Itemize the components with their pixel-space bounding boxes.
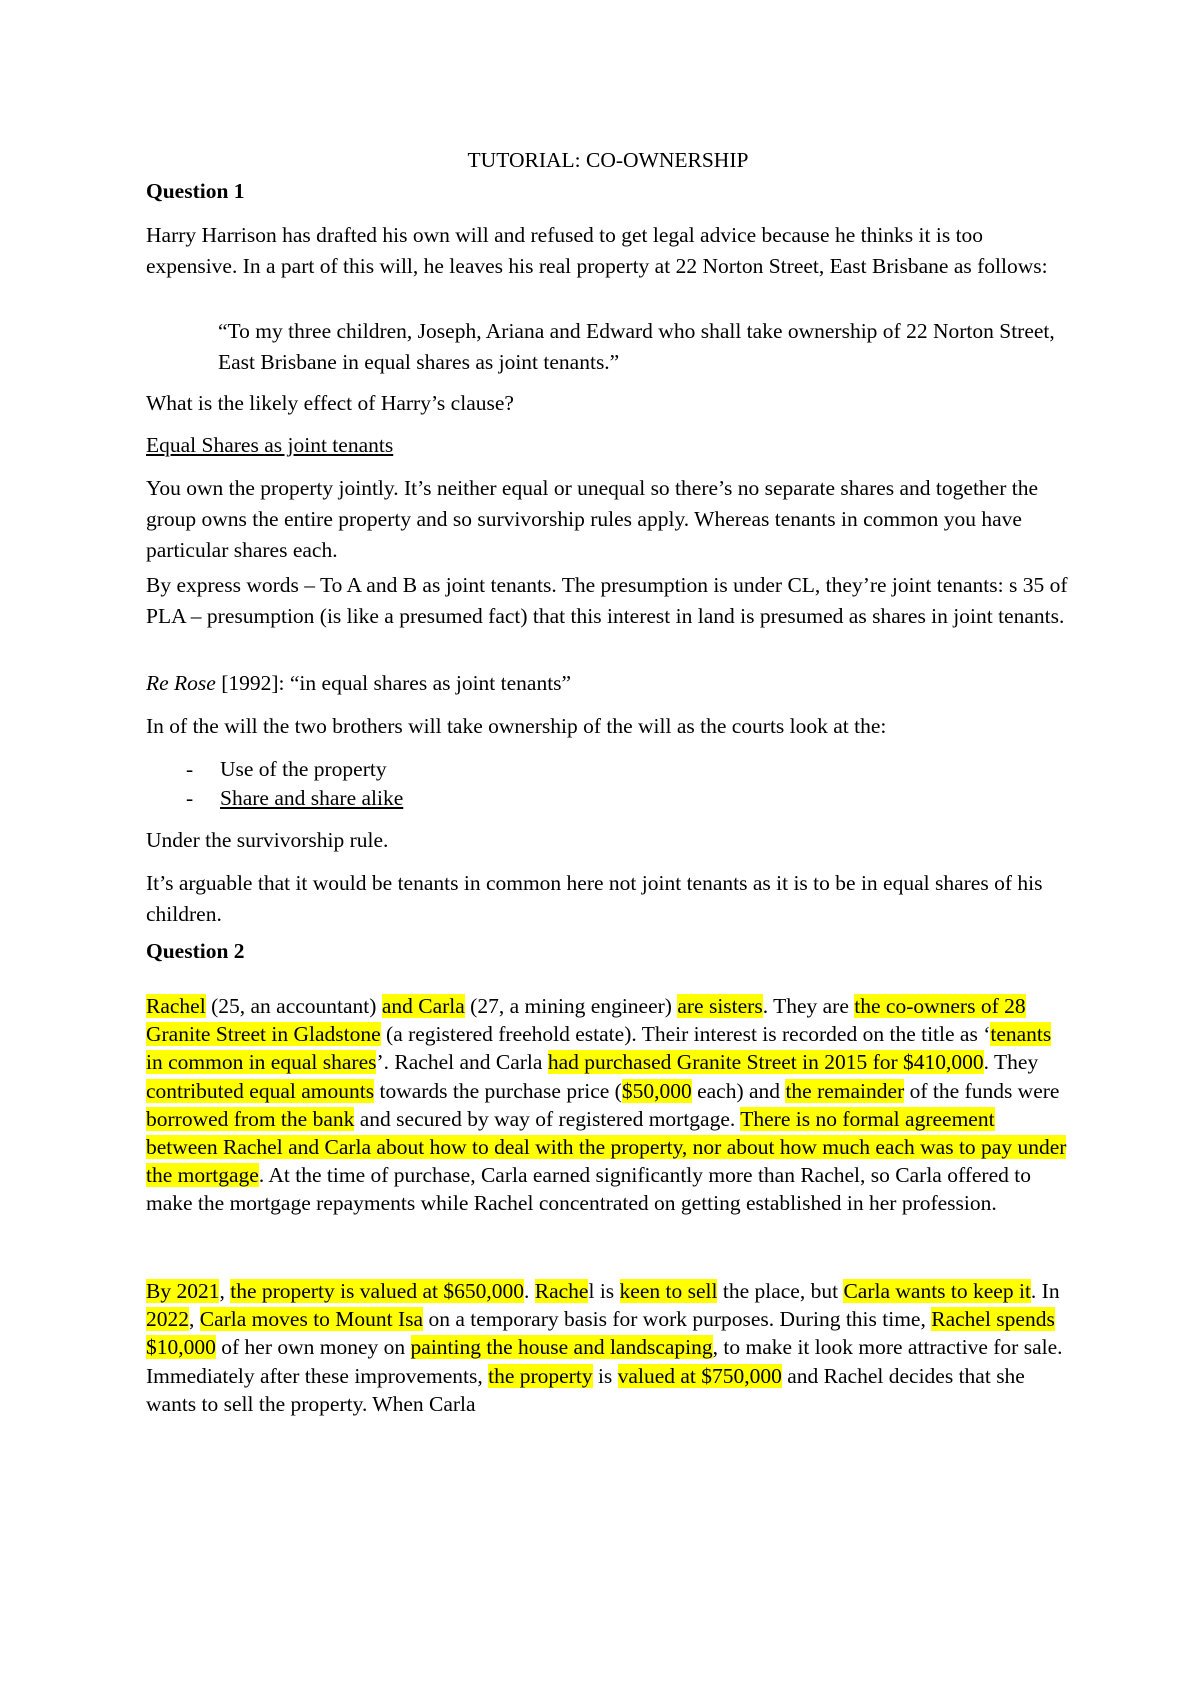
text-run: . At the time of purchase, Carla earned significantly more than Rachel, so Carla offered to make the mortgage repayments while Rachel concentrated on getting established in her profession. [146, 1163, 1031, 1216]
q1-intro: Harry Harrison has drafted his own will and refused to get legal advice because he thinks it is too expensive. In a part of this will, he leaves his real property at 22 Norton Street, East Brisbane as follows: [146, 223, 1048, 278]
case-detail: [1992]: “in equal shares as joint tenants” [215, 671, 572, 695]
text-run: . [524, 1279, 535, 1303]
question-2-heading: Question 2 [146, 939, 245, 963]
highlighted-text: Carla wants to keep it [843, 1279, 1031, 1303]
highlighted-text: the property is valued at $650,000 [230, 1279, 524, 1303]
highlighted-text: are sisters [677, 994, 763, 1018]
text-run: on a temporary basis for work purposes. During this time, [423, 1307, 932, 1332]
highlighted-text: There is no formal agreement between Rachel and Carla about how to deal with the property, nor about how much each was to pay under the mortgage [146, 1106, 1067, 1188]
case-name: Re Rose [146, 671, 216, 695]
q1-paragraph-1: You own the property jointly. It’s neither equal or unequal so there’s no separate shares and together the group owns the entire property and so survivorship rules apply. Whereas tenants in common you have particular shares each. [146, 476, 1039, 562]
text-run: (a registered freehold estate). Their interest is recorded on the title as ‘ [380, 1022, 991, 1047]
highlighted-text: the co-owners of 28 Granite Street in Gladstone [146, 994, 1026, 1047]
text-run: of her own money on [215, 1335, 411, 1360]
text-run: (25, an accountant) [205, 994, 382, 1018]
text-run: (27, a mining engineer) [464, 994, 678, 1018]
q1-paragraph-4: Under the survivorship rule. [146, 828, 389, 852]
q2-paragraph-2 [146, 1277, 1070, 1418]
highlighted-text: the remainder [785, 1078, 905, 1103]
text-run: of the funds were [904, 1078, 1060, 1103]
q1-paragraph-2: By express words – To A and B as joint tenants. The presumption is under CL, they’re joint tenants: s 35 of PLA – presumption (is like a presumed fact) that this interest in land is presumed as shares in joint tenants. [146, 573, 1068, 628]
text-run: ’. Rachel and Carla [376, 1050, 548, 1075]
highlighted-text: $50,000 [621, 1078, 692, 1103]
highlighted-text: tenants in common in equal shares [146, 1022, 1052, 1075]
highlighted-text: valued at $750,000 [617, 1363, 782, 1388]
text-run: , [189, 1307, 200, 1332]
text-run: . They are [762, 994, 855, 1018]
page-title: TUTORIAL: CO-OWNERSHIP [467, 148, 749, 172]
text-run: , to make it look more attractive for sale. Immediately after these improvements, [146, 1335, 1063, 1388]
text-run: , [219, 1279, 231, 1303]
highlighted-text: borrowed from the bank [146, 1106, 355, 1131]
text-run: is [592, 1363, 618, 1388]
highlighted-text: Rache [534, 1279, 589, 1303]
highlighted-text: Carla moves to Mount Isa [199, 1307, 424, 1332]
highlighted-text: Rachel [146, 994, 206, 1018]
highlighted-text: Rachel spends $10,000 [146, 1307, 1055, 1360]
text-run: each) and [691, 1078, 786, 1103]
highlighted-text: the property [488, 1363, 593, 1388]
question-1-heading: Question 1 [146, 179, 245, 203]
highlighted-text: 2022 [146, 1307, 189, 1332]
highlighted-text: keen to sell [619, 1279, 718, 1303]
q1-paragraph-5: It’s arguable that it would be tenants in common here not joint tenants as it is to be in equal shares of his children. [146, 871, 1043, 926]
text-run: towards the purchase price ( [374, 1078, 622, 1103]
highlighted-text: and Carla [381, 994, 465, 1018]
text-run: . In [1030, 1279, 1060, 1303]
q1-will-quote: “To my three children, Joseph, Ariana and Edward who shall take ownership of 22 Norton Street, East Brisbane in equal shares as joint tenants.” [218, 319, 1055, 374]
highlighted-text: painting the house and landscaping [410, 1335, 713, 1360]
text-run: l is [588, 1279, 620, 1303]
text-run: . They [983, 1050, 1039, 1075]
q1-case-citation [146, 668, 1070, 699]
text-run: the place, but [717, 1279, 844, 1303]
q1-subheading: Equal Shares as joint tenants [146, 433, 394, 457]
q1-question: What is the likely effect of Harry’s clause? [146, 391, 514, 415]
q1-paragraph-3: In of the will the two brothers will take ownership of the will as the courts look at the: [146, 714, 887, 738]
list-item: - Use of the property [186, 757, 387, 781]
list-item: - Share and share alike [186, 786, 404, 810]
text-run: and Rachel decides that she wants to sell the property. When Carla [146, 1363, 1025, 1416]
text-run: and secured by way of registered mortgage. [354, 1106, 741, 1131]
q2-paragraph-1 [146, 992, 1070, 1218]
highlighted-text: had purchased Granite Street in 2015 for $410,000 [547, 1050, 984, 1075]
highlighted-text: contributed equal amounts [146, 1078, 375, 1103]
highlighted-text: By 2021 [146, 1279, 220, 1303]
